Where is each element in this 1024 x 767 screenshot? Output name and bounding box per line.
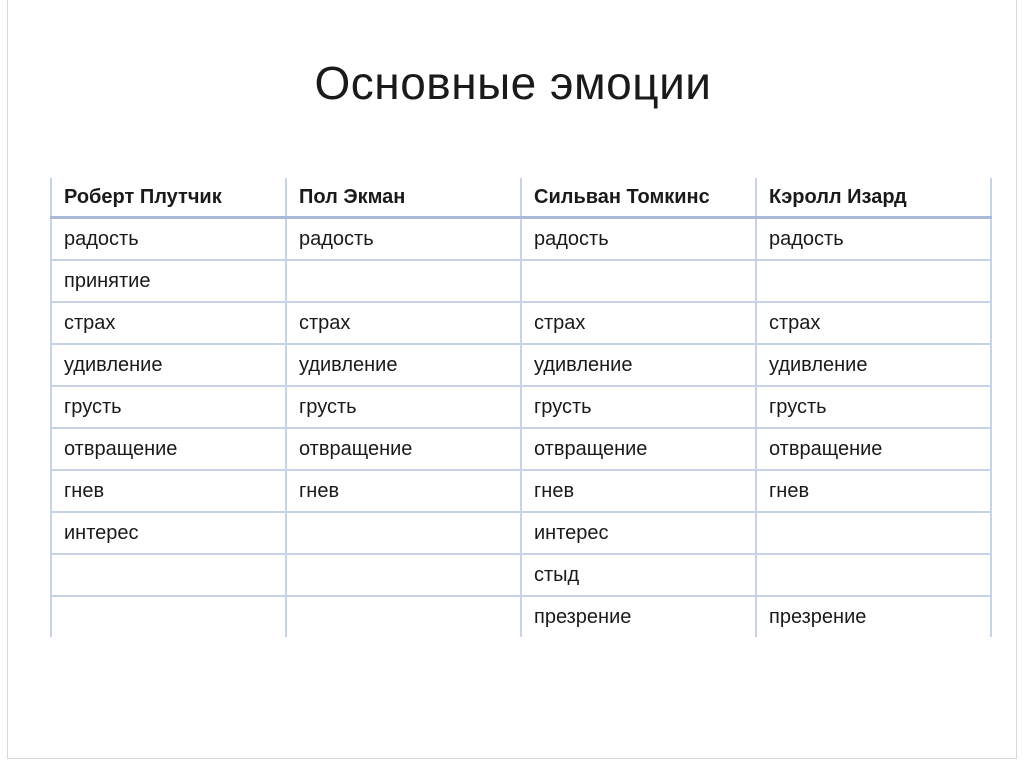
table-row [51,596,991,637]
table-cell: страх [521,302,756,344]
table-cell [286,554,521,596]
table-cell: отвращение [51,428,286,470]
table-cell: принятие [51,260,286,302]
table-cell [521,260,756,302]
table-cell: грусть [51,386,286,428]
table-cell: грусть [286,386,521,428]
table-row [51,260,991,302]
table-row [51,470,991,512]
table-cell: интерес [521,512,756,554]
table-cell: страх [286,302,521,344]
table-cell: радость [756,218,991,261]
table-cell: грусть [756,386,991,428]
table-cell: грусть [521,386,756,428]
table-cell: радость [51,218,286,261]
table-row [51,386,991,428]
table-cell: гнев [756,470,991,512]
slide-title: Основные эмоции [314,57,712,109]
table-row [51,428,991,470]
table-row [51,512,991,554]
header-row [51,178,991,218]
table-cell: страх [51,302,286,344]
table-cell: стыд [521,554,756,596]
table-cell: гнев [521,470,756,512]
table-cell: презрение [756,596,991,637]
table-cell: удивление [51,344,286,386]
table-cell: страх [756,302,991,344]
table-cell: презрение [521,596,756,637]
table-row [51,344,991,386]
table-cell [286,512,521,554]
table-cell: отвращение [521,428,756,470]
header-plutchik: Роберт Плутчик [51,178,286,218]
header-ekman: Пол Экман [286,178,521,218]
table-cell: радость [521,218,756,261]
table-cell: радость [286,218,521,261]
table-cell: интерес [51,512,286,554]
emotions-table [50,178,992,637]
table-row [51,554,991,596]
slide [7,0,1017,759]
header-izard: Кэролл Изард [756,178,991,218]
table-cell: гнев [51,470,286,512]
table-row [51,302,991,344]
table-cell [286,260,521,302]
table-cell: удивление [521,344,756,386]
table-cell [286,596,521,637]
table-cell: отвращение [286,428,521,470]
header-tomkins: Сильван Томкинс [521,178,756,218]
table-cell: гнев [286,470,521,512]
table-cell [756,260,991,302]
table-cell [51,554,286,596]
table-row [51,218,991,261]
table-cell [51,596,286,637]
table-cell: удивление [756,344,991,386]
table-cell [756,512,991,554]
table-cell [756,554,991,596]
table-cell: удивление [286,344,521,386]
table-cell: отвращение [756,428,991,470]
